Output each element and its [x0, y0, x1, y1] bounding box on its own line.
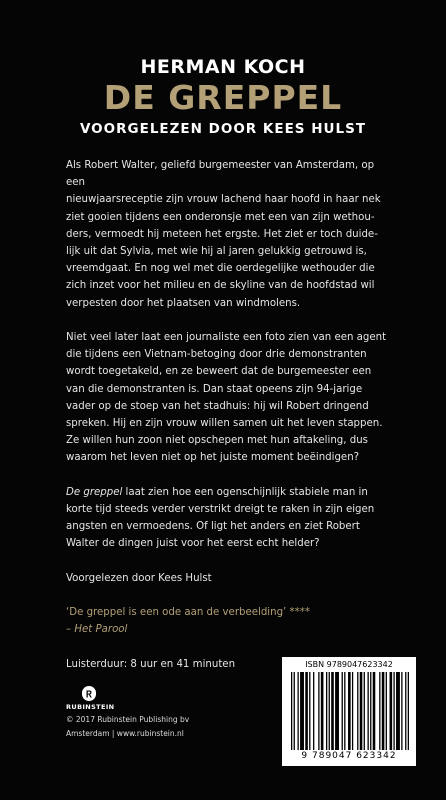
blurb [66, 157, 396, 673]
quote-text: ‘De greppel is een ode aan de verbeelding’ **** [66, 607, 310, 619]
barcode-stripe [313, 672, 314, 750]
blurb-line: Ze willen hun zoon niet opschepen met hun aftakeling, dus [66, 435, 368, 447]
blurb-line: Als Robert Walter, geliefd burgemeester van Amsterdam, op een [66, 160, 375, 189]
publisher-logo-name: RUBINSTEIN [66, 703, 115, 711]
blurb-line: die tijdens een Vietnam-betoging door drie demonstranten [66, 349, 367, 361]
rubinstein-logo-icon [82, 686, 96, 700]
blurb-line: korte tijd steeds verder verstrikt dreigt te raken in zijn eigen [66, 504, 375, 516]
press-quote [66, 604, 396, 638]
barcode-stripe [321, 672, 324, 750]
barcode-stripe [335, 672, 339, 750]
blurb-line: laat zien hoe een ogenschijnlijk stabiele man in [122, 486, 368, 498]
barcode-stripe [382, 672, 385, 750]
barcode-stripe [360, 672, 363, 750]
blurb-line: angsten en vermoedens. Of ligt het anders en ziet Robert [66, 521, 360, 533]
blurb-line: vader op de stoep van het stadhuis: hij wil Robert dringend [66, 400, 369, 412]
narrator-subtitle: VOORGELEZEN DOOR KEES HULST [79, 121, 367, 137]
blurb-line: wordt toegetakeld, en ze beweert dat de burgemeester een [66, 366, 372, 378]
barcode-stripe [297, 672, 298, 750]
blurb-line: van die demonstranten is. Dan staat opeens zijn 94-jarige [66, 383, 363, 395]
barcode-stripe [393, 672, 394, 750]
blurb-line: Walter de dingen juist voor het eerst echt helder? [66, 538, 320, 550]
book-title: DE GREPPEL [103, 78, 343, 117]
blurb-line: waarom het leven niet op het juiste moment beëindigen? [66, 452, 360, 464]
barcode-stripe [309, 672, 310, 750]
blurb-line: spreken. Hij en zijn vrouw willen samen uit het leven stappen. [66, 418, 383, 430]
barcode-stripe [294, 672, 295, 750]
barcode-stripe [379, 672, 380, 750]
blurb-line: verpesten door het plaatsen van windmolens. [66, 297, 301, 309]
barcode-stripe [342, 672, 343, 750]
isbn-digits: 9 789047 623342 [301, 751, 397, 761]
barcode-stripe [348, 672, 351, 750]
barcode-stripe [300, 672, 304, 750]
barcode-stripe [396, 672, 400, 750]
blurb-paragraph-1 [66, 157, 396, 312]
barcode-box [282, 657, 416, 766]
blurb-paragraph-2 [66, 329, 396, 467]
publisher-address: Amsterdam | www.rubinstein.nl [66, 729, 184, 738]
blurb-line: zich inzet voor het milieu en de skyline van de hoofdstad wil [66, 280, 375, 292]
barcode-stripe [373, 672, 376, 750]
isbn-label: ISBN 9789047623342 [305, 660, 393, 669]
blurb-paragraph-3 [66, 484, 396, 553]
barcode-stripe [291, 672, 292, 750]
blurb-line: nieuwjaarsreceptie zijn vrouw lachend haar hoofd in haar nek [66, 194, 381, 206]
listening-duration: Luisterduur: 8 uur en 41 minuten [66, 658, 236, 670]
barcode-stripe [401, 672, 402, 750]
barcode-stripe [326, 672, 327, 750]
blurb-line: ders, vermoedt hij meteen het ergste. Het ziet er toch duide- [66, 228, 378, 240]
barcode-bars [291, 672, 409, 750]
barcode-stripe [390, 672, 393, 750]
barcode-stripe [331, 672, 334, 750]
barcode-stripe [344, 672, 345, 750]
barcode-stripe [370, 672, 371, 750]
quote-source: – Het Parool [66, 624, 128, 636]
copyright-line: © 2017 Rubinstein Publishing bv [66, 715, 190, 724]
barcode-stripe [357, 672, 358, 750]
barcode-stripe [408, 672, 409, 750]
narrator-line: Voorgelezen door Kees Hulst [66, 572, 212, 584]
barcode-stripe [318, 672, 319, 750]
barcode-stripe [305, 672, 308, 750]
barcode-stripe [386, 672, 387, 750]
blurb-line: vreemdgaat. En nog wel met die oerdegelijke wethouder die [66, 263, 375, 275]
barcode-stripe [329, 672, 330, 750]
author-name: HERMAN KOCH [140, 56, 306, 78]
blurb-line: ziet gooien tijdens een onderonsje met een van zijn wethou- [66, 211, 375, 223]
barcode-stripe [364, 672, 365, 750]
blurb-line: Niet veel later laat een journaliste een foto zien van een agent [66, 332, 387, 344]
barcode-stripe [405, 672, 406, 750]
barcode-stripe [352, 672, 353, 750]
book-title-italic: De greppel [66, 486, 123, 498]
publisher-info [66, 713, 189, 741]
barcode-stripe [368, 672, 369, 750]
blurb-line: lijk uit dat Sylvia, met wie hij al jaren gelukkig getrouwd is, [66, 246, 367, 258]
